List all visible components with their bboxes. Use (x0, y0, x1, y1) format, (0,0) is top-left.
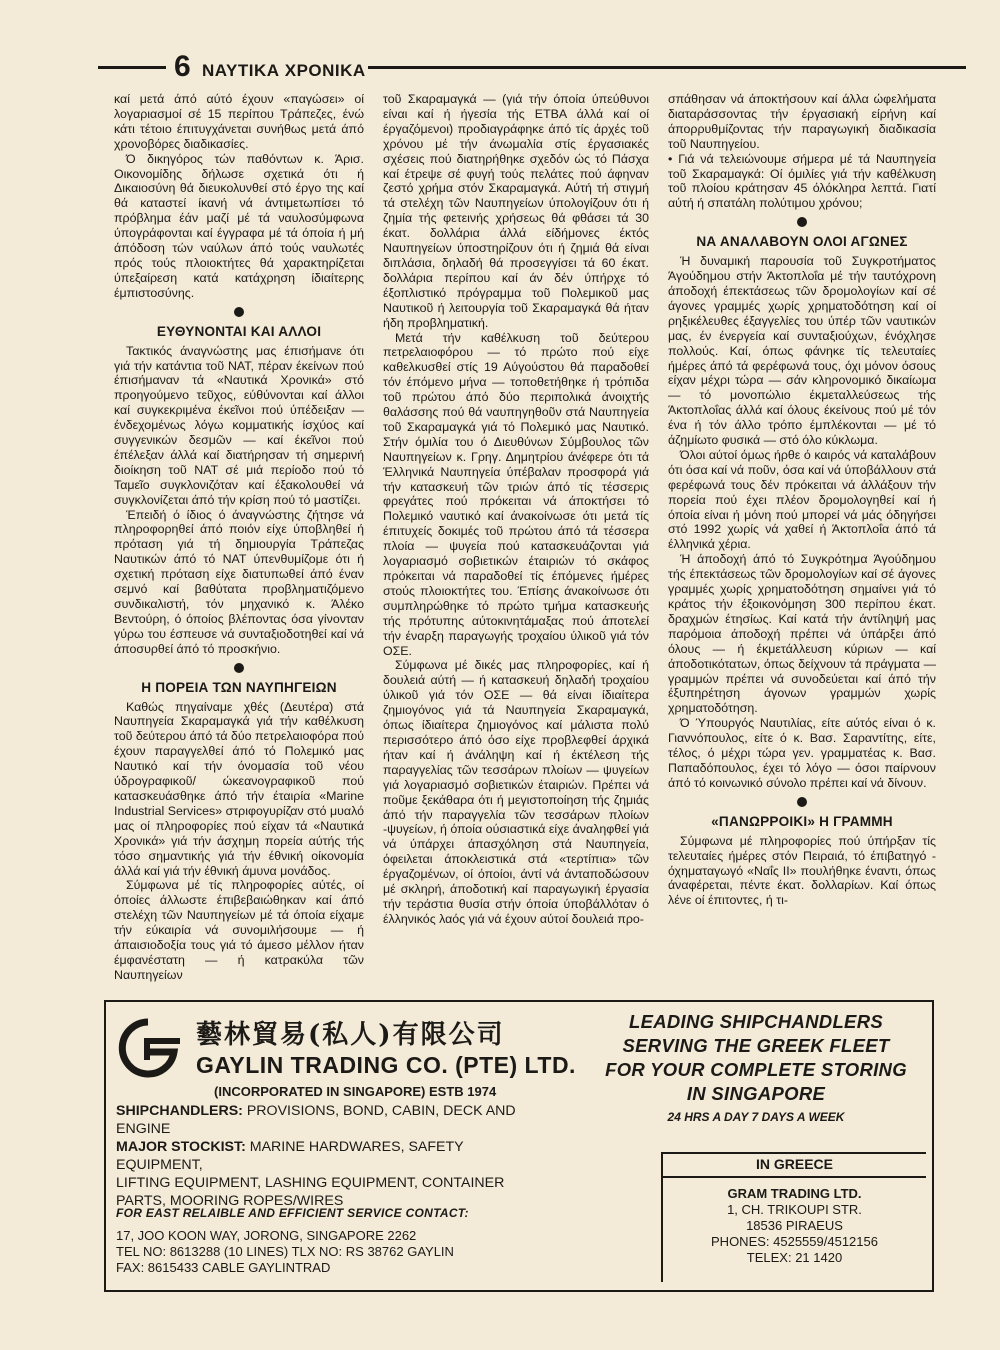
slogan (586, 1010, 926, 1106)
phone-line: TEL NO: 8613288 (10 LINES) TLX NO: RS 38762 GAYLIN (116, 1244, 454, 1259)
paragraph: Σύμφωνα μέ τίς πληροφορίες αύτές, οί όποίες άλλωστε έπιβεβαιώθηκαν καί άπό στελέχη τῶν Ναυπηγείων μέ τά όποία είχαμε τήν εύκαιρία νά συνομιλήσουμε — ή άπαισιοδοξία τους γιά τό άμεσο μέλλον ήταν έμφανέστατη — ή κατρακύλα τῶν Ναυπηγείων (114, 878, 364, 982)
paragraph: Σύμφωνα μέ πληροφορίες πού ύπήρξαν τίς τελευταίες ήμέρες στόν Πειραιά, τό έπιβατηγό - όχηματαγωγό «Ναΐς ΙΙ» πουλήθηκε έναντι, όπως άναφέρεται, πέντε έκατ. δολλαρίων. Καί όπως λένε οί έπιτοντες, ή τι- (668, 833, 936, 908)
greece-phones: PHONES: 4525559/4512156 (711, 1234, 878, 1249)
section-bullet (797, 797, 807, 807)
section-bullet (797, 217, 807, 227)
services-line (116, 1138, 536, 1156)
services-line: ENGINE (116, 1121, 171, 1137)
greece-agent-box (661, 1152, 926, 1282)
paragraph: Σύμφωνα μέ δικές μας πληροφορίες, καί ή δουλειά αύτή — ή κατασκευή δηλαδή τροχαίου ύλικοῦ γιά τόν ΟΣΕ — θά είναι ίδιαίτερα ζημιογόνος γιά τά Ναυπηγεία Σκαραμαγκά, όπως ίδιαίτερα ζημιογόνος καί μάλιστα πολύ περισσότερο άπό όσο είχε προβλεφθεί άρχικά ήταν καί ή άνάληψη καί ή έκτέλεση τής παραγγελίας τῶν τεσσάρων πλοίων — ψυγείων γιά λογαριασμό σοβιετικών έταιριών. Πρέπει νά ποῦμε ξεκάθαρα ότι ή μεγιστοποίηση τής ζημιάς άπό τήν παραγγελία τῶν τεσσάρων πλοίων -ψυγείων, ή όποία ούσιαστικά είχε άναληφθεί γιά νά ύπάρχει άπασχόληση στά Ναυπηγεία, όφειλεται άποκλειστικά στά «τερτίπια» τῶν έργαζομένων, οί όποίοι, άντί νά άνταποδώσουν μέ σκληρή, άποδοτική καί παραγωγική έργασία τήν τεράστια θυσία στήν όποία ύποβάλλόταν ό έλληνικός λαός γιά νά έχουν αύτοί δουλειά προ- (383, 658, 649, 926)
page-number: 6 (174, 50, 191, 83)
column-2 (383, 92, 649, 990)
slogan-line: FOR YOUR COMPLETE STORING (605, 1059, 907, 1080)
services-line: PARTS, MOORING ROPES/WIRES (116, 1193, 344, 1209)
company-name-chinese: 藝林貿易(私人)有限公司 (196, 1020, 505, 1050)
paragraph: Καθώς πηγαίναμε χθές (Δευτέρα) στά Ναυπηγεία Σκαραμαγκά γιά τήν καθέλκυση τοῦ δεύτερου άπό τά δύο πετρελαιοφόρα πού έχουν παραγγελθεί άπό τό Πολεμικό μας Ναυτικό καί τήν όνομασία τοῦ νέου ύδρογραφικοῦ/ ώκεανογραφικοῦ πού κατασκευάσθηκε άπό τήν έταιρία «Marine Industrial Services» στριφογυρίζαν στό μυαλό μας οί πληροφορίες πού είχαν τά «Ναυτικά Χρονικά» γιά τήν άσχημη πορεία αύτής τής τόσο σημαντικής γιά τήν έθνική οίκονομία άλλά καί γιά τήν έθνική άμυνα μονάδος. (114, 699, 364, 878)
address-line: 17, JOO KOON WAY, JORONG, SINGAPORE 2262 (116, 1228, 417, 1243)
paragraph: • Γιά νά τελειώνουμε σήμερα μέ τά Ναυπηγεία τοῦ Σκαραμαγκά: Οί όμιλίες γιά τήν καθέλκυση τοῦ πλοίου κράτησαν 45 όλόκληρα λεπτά. Γιατί αύτή ή σπατάλη πολύτιμου χρόνου; (668, 151, 936, 211)
services-line (116, 1102, 536, 1120)
paragraph: καί μετά άπό αύτό έχουν «παγώσει» οί λογαριασμοί σέ 15 περίπου Τράπεζες, ένώ κάτι τέτοιο έπιτυγχάνεται συνήθως μετά άπό χρονοβόρες διαδικασίες. (114, 92, 364, 151)
section-bullet (234, 307, 244, 317)
section-heading: ΝΑ ΑΝΑΛΑΒΟΥΝ ΟΛΟΙ ΑΓΩΝΕΣ (696, 234, 908, 250)
services-line: LIFTING EQUIPMENT, LASHING EQUIPMENT, CONTAINER (116, 1175, 505, 1191)
company-logo-icon (114, 1018, 182, 1074)
greece-city: 18536 PIRAEUS (746, 1218, 843, 1233)
advertisement-box (104, 1000, 934, 1292)
greece-agent-name: GRAM TRADING LTD. (727, 1186, 862, 1201)
paragraph: Όλοι αύτοί όμως ήρθε ό καιρός νά καταλάβουν ότι όσα καί νά ποῦν, όσα καί νά ύποβάλλουν στά φερέφωνά τους δέν πρόκειται νά άλλάξουν τήν πορεία πού έχει πλέον δρομολογηθεί καί ή όποία είναι ή μόνη πού μπορεί νά μάς όδηγήσει στό 1992 χωρίς νά χαθεί ή Άκτοπλοΐα άπό τά έλληνικά χέρια. (668, 447, 936, 552)
slogan-line: IN SINGAPORE (686, 1083, 826, 1104)
company-name: GAYLIN TRADING CO. (PTE) LTD. (196, 1052, 576, 1078)
column-3 (668, 92, 936, 908)
services-line: EQUIPMENT, (116, 1157, 203, 1173)
section-heading: Η ΠΟΡΕΙΑ ΤΩΝ ΝΑΥΠΗΓΕΙΩΝ (141, 679, 337, 695)
header-rule-right (368, 66, 966, 69)
paragraph: Έπειδή ό ίδιος ό άναγνώστης ζήτησε νά πληροφορηθεί άπό ποιόν είχε ύποβληθεί ή πρόταση γιά τή δημιουργία Τράπεζας Ναυτικών άπό τό ΝΑΤ ύπενθυμίζομε ότι ή σχετική πρόταση είχε διατυπωθεί άπό έναν σεμνό καί βαθύτατα προβληματιζόμενο συνδικαλιστή, τόν μηχανικό κ. Άλέκο Βεντούρη, ό όποίος βλέποντας όσα γίνονταν γύρω του έσπευσε νά συνταξιοδοτηθεί καί νά άποσυρθεί άπό τό προσκήνιο. (114, 507, 364, 656)
greece-heading: IN GREECE (663, 1154, 926, 1178)
section-heading: «ΠΑΝΩΡΡΟΙΚΙ» Η ΓΡΑΜΜΗ (711, 813, 893, 829)
services-list (116, 1102, 536, 1210)
column-1 (114, 92, 364, 990)
header-rule-left (98, 66, 166, 69)
greece-telex: TELEX: 21 1420 (746, 1250, 843, 1265)
paragraph: τοῦ Σκαραμαγκά — (γιά τήν όποία ύπεύθυνοι είναι καί ή ήγεσία τής ΕΤΒΑ άλλά καί οί έργαζόμενοι) προδιαγράφηκε άπό τίς άρχές τοῦ χρόνου μέ τήν άνωμαλία στίς έργασιακές σχέσεις πού διατηρήθηκε σχεδόν ώς τό Πάσχα καί έτρεψε σέ φυγή τούς πελάτες πού άφηναν ζεστό χρήμα στόν Σκαραμαγκά. Αύτή τή στιγμή τά στελέχη τῶν Ναυπηγείων ύπολογίζουν ότι ή ζημία τής φετεινής χρήσεως θά φθάσει τά 30 έκατ. δολλάρια άλλά είδήμονες έκτός Ναυπηγείων ύποστηρίζουν ότι ή ζημιά θά είναι διπλάσια, δηλαδή θά προσεγγίσει τά 60 έκατ. δολλάρια περίπου καί άν δέν ύπήρχε τό έξοπλιστικό πρόγραμμα τοῦ Πολεμικοῦ μας Ναυτικοῦ ή λειτουργία τοῦ Σκαραμαγκά θά ήταν ήδη προβληματική. (383, 92, 649, 330)
publication-title: ΝΑΥΤΙΚΑ ΧΡΟΝΙΚΑ (202, 61, 366, 80)
singapore-address (116, 1228, 454, 1276)
section-heading: ΕΥΘΥΝΟΝΤΑΙ ΚΑΙ ΑΛΛΟΙ (156, 323, 322, 339)
paragraph: Ό Ύπουργός Ναυτιλίας, είτε αύτός είναι ό κ. Γιαννόπουλος, είτε ό κ. Βασ. Σαραντίτης, είτε, τέλος, ό μέχρι τώρα γεν. γραμματέας κ. Βασ. Παπαδόπουλος, έχει τό λόγο — όσοι παίρνουν άπό τό κοινωνικό σύνολο πρέπει καί νά δίνουν. (668, 716, 936, 790)
contact-heading: FOR EAST RELAIBLE AND EFFICIENT SERVICE CONTACT: (116, 1206, 469, 1220)
paragraph: Μετά τήν καθέλκυση τοῦ δεύτερου πετρελαιοφόρου — τό πρώτο πού είχε καθελκυσθεί στίς 19 Αύγούστου θά παραδοθεί τόν έπόμενο μήνα — τοποθετήθηκε ή τρόπιδα τοῦ πρώτου άπό δύο περιπολικά άνοιχτής θαλάσσης πού θά ναυπηγηθοῦν στά Ναυπηγεία τοῦ Σκαραμαγκά γιά τό Πολεμικό μας Ναυτικό. Στήν όμιλία του ό Διευθύνων Σύμβουλος τῶν Ναυπηγείων κ. Γρηγ. Δημητρίου άνέφερε ότι τά Έλληνικά Ναυπηγεία ύπέβαλαν προσφορά γιά τήν κατασκευή τῶν τριών άπό τίς τέσσερις φρεγάτες πού πρόκειται νά άποκτήσει τό Πολεμικό ναυτικό καί άνακοίνωσε ότι μετά τίς έπιτυχείς δοκιμές τοῦ πρώτου άπό τά τέσσερα πλοία — ψυγεία πού κατασκευάζονται γιά λογαριασμό σοβιετικών έταιριών τό σκάφος πρόκειται νά παραδοθεί τίς έπόμενες ήμέρες στούς πλοιοκτήτες του. Έπίσης άνακοίνωσε ότι συμπληρώθηκε τό πρώτο τμήμα κατασκευής τής πρότυπης αύτοκινητάμαξας πού άποτελεί τήν έναρξη παραγωγής τροχαίου ύλικοῦ γιά τόν ΟΣΕ. (383, 330, 649, 658)
section-bullet (234, 663, 244, 673)
incorporation-note: (INCORPORATED IN SINGAPORE) ESTB 1974 (214, 1084, 497, 1099)
paragraph: Τακτικός άναγνώστης μας έπισήμανε ότι γιά τήν κατάντια τοῦ ΝΑΤ, πέραν έκείνων πού έπισήμαναν τά «Ναυτικά Χρονικά» στό προηγούμενο τεῦχος, εύθύνονται καί άλλοι καί συγκεκριμένα έκεῖνοι πού ύπέδειξαν — ένδεχομένως λόγω κομματικής ίσχύος καί συγγενικών δεσμῶν — καί έκεῖνοι πού έπέλεξαν άλλά καί διατήρησαν τή σημερινή διοίκηση τοῦ ΝΑΤ σέ μιά περίοδο πού τό Ταμεῖο συγκλονιζόταν καί έξακολουθεί νά συγκλονίζεται άπό τήν κρίση πού τό μαστίζει. (114, 343, 364, 507)
paragraph: σπάθησαν νά άποκτήσουν καί άλλα ώφελήματα διαταράσσοντας τήν έργασιακή είρήνη καί άπορρυθμίζοντας τήν παραγωγική διαδικασία τοῦ Ναυπηγείου. (668, 92, 936, 151)
slogan-line: SERVING THE GREEK FLEET (622, 1035, 890, 1056)
services-text: PROVISIONS, BOND, CABIN, DECK AND (242, 1103, 516, 1119)
services-label: MAJOR STOCKIST: (116, 1139, 246, 1155)
service-hours: 24 HRS A DAY 7 DAYS A WEEK (667, 1110, 845, 1124)
paragraph: Ή άποδοχή άπό τό Συγκρότημα Άγούδημου τής έπεκτάσεως τῶν δρομολογίων καί σέ άγονες γραμμές χωρίς χρηματοδότηση σημαίνει γιά τό κράτος τήν έξοικονόμηση 300 περίπου έκατ. δραχμών έτησίως. Καί κατά τήν άντίληψή μας παρόμοια άποδοχή πρέπει νά ύπάρξει άπό όλους — ή έκμετάλλευση κύριων — καί άποδοτικότατων, όπως δείχνουν τά πράγματα — γραμμών πρέπει νά συνοδεύεται καί άπό τήν έξυπηρέτηση άγονων γραμμών χωρίς χρηματοδότηση. (668, 552, 936, 716)
page-header (98, 48, 966, 88)
greece-street: 1, CH. TRIKOUPI STR. (727, 1202, 862, 1217)
slogan-line: LEADING SHIPCHANDLERS (628, 1011, 883, 1032)
services-label: SHIPCHANDLERS: (116, 1103, 243, 1119)
fax-line: FAX: 8615433 CABLE GAYLINTRAD (116, 1260, 331, 1275)
services-text: MARINE HARDWARES, SAFETY (245, 1139, 464, 1155)
paragraph: Ή δυναμική παρουσία τοῦ Συγκροτήματος Άγούδημου στήν Άκτοπλοΐα μέ τήν ταυτόχρονη άποδοχή έπεκτάσεως τῶν δρομολογίων καί σέ άγονες γραμμές χωρίς χρηματοδότηση καί οί ρηξικέλευθες έξαγγελίες του ύπέρ τῶν ναυτικών μας, έν ένεργεία καί συνταξιούχων, ένόχλησε πολλούς. Καί, όπως φάνηκε τίς τελευταίες ήμέρες άπό τά φερέφωνά τους, όχι μόνον όσους είχαν μέχρι τώρα — σάν κληρονομικό δικαίωμα — τό μονοπώλιο έκμεταλλεύσεως τής Άκτοπλοΐας άλλά καί όλους έκείνους πού μέ τόν ένα ή τόν άλλο τρόπο έμπλέκονται — μέ τό άζημίωτο φυσικά — στό όλο κύκλωμα. (668, 254, 936, 448)
greece-agent-details (663, 1178, 926, 1266)
paragraph: Ό δικηγόρος τών παθόντων κ. Άρισ. Οικονομίδης δήλωσε σχετικά ότι ή Δικαιοσύνη θά διευκολυνθεί στό έργο της καί θά καταστεί ίκανή νά άντιμετωπίσει τό πρόβλημα έάν μαζί μέ τά ναυλοσύμφωνα ύπογράφονται καί έγγραφα μέ τά όποία ή μή άπόδοση τών ναύλων άπό τούς ναυλωτές πρός τούς πλοιοκτήτες θά χαρακτηρίζεται ύπεξαίρεση κατά κατάχρηση ίδιαίτερης έμπιστοσύνης. (114, 151, 364, 300)
